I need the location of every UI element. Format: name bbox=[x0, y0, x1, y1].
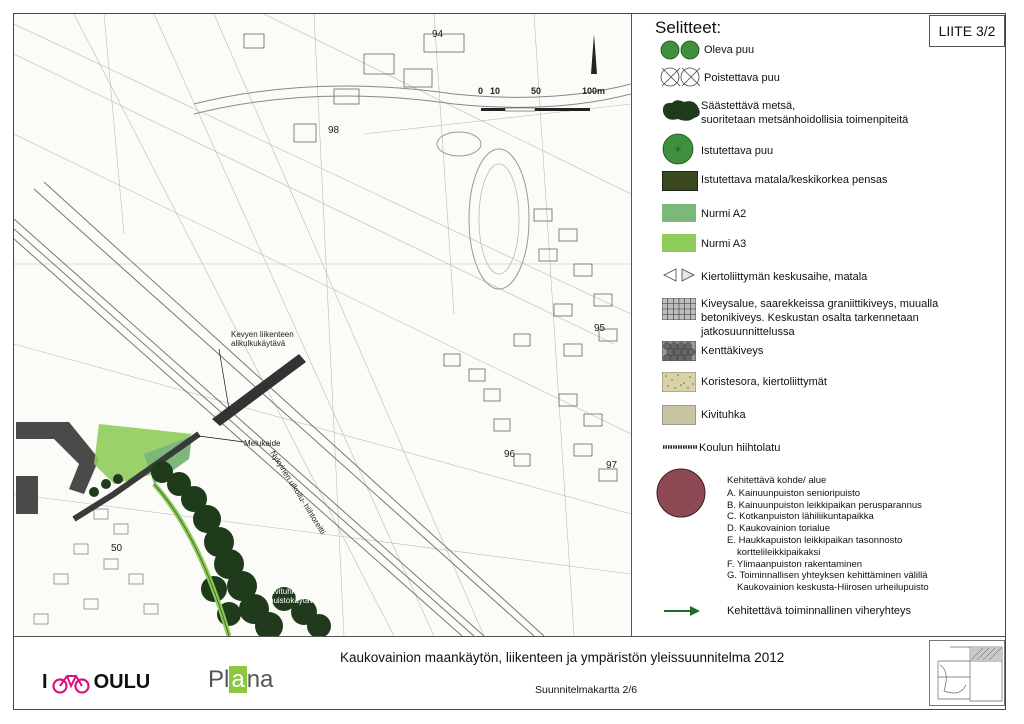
legend-shrub: Istutettava matala/keskikorkea pensas bbox=[701, 174, 888, 186]
legend-planted-tree: Istutettava puu bbox=[701, 145, 774, 157]
plaana-logo-a: a bbox=[231, 666, 245, 693]
scale-label-100m: 100m bbox=[582, 86, 606, 96]
legend-title: Selitteet: bbox=[655, 18, 722, 37]
scale-label-50: 50 bbox=[531, 86, 542, 96]
development-area-icon bbox=[655, 467, 707, 519]
appendix-label: LIITE 3/2 bbox=[929, 15, 1005, 47]
legend-roundabout-motif: Kiertoliittymän keskusaihe, matala bbox=[701, 271, 868, 283]
removed-tree-icon bbox=[660, 66, 702, 88]
development-item-e-cont: korttelileikkipaikaksi bbox=[737, 546, 821, 558]
development-item-b: B. Kainuunpuiston leikkipaikan perusparannus bbox=[727, 499, 922, 511]
development-item-c: C. Kotkanpuiston lähiliikuntapaikka bbox=[727, 511, 874, 523]
legend-green-connection: Kehitettävä toiminnallinen viheryhteys bbox=[727, 605, 912, 617]
legend-nurmi-a3: Nurmi A3 bbox=[701, 238, 747, 250]
legend-stone-dust: Kivituhka bbox=[701, 409, 746, 421]
stone-dust-swatch bbox=[662, 405, 696, 425]
existing-tree-icon bbox=[660, 40, 702, 60]
oulu-logo-text: OULU bbox=[93, 671, 151, 693]
block-97: 97 bbox=[606, 460, 618, 471]
plaana-logo-na: na bbox=[246, 666, 274, 693]
oulu-logo bbox=[42, 671, 150, 694]
plaana-logo bbox=[208, 666, 273, 694]
plan-title: Kaukovainion maankäytön, liikenteen ja ympäristön yleissuunnitelma 2012 bbox=[340, 650, 785, 665]
legend-existing-tree: Oleva puu bbox=[704, 44, 755, 56]
legend-decorative-gravel: Koristesora, kiertoliittymät bbox=[701, 376, 827, 388]
development-item-d: D. Kaukovainion torialue bbox=[727, 523, 830, 535]
legend-preserved-forest-line2: suoritetaan metsänhoidollisia toimenpiteitä bbox=[701, 114, 909, 126]
decorative-gravel-swatch bbox=[662, 372, 696, 392]
scale-label-0: 0 bbox=[478, 86, 484, 96]
nurmi-a2-swatch bbox=[662, 204, 696, 222]
label-underpass bbox=[231, 330, 294, 348]
label-path-line2: kivituhkapintainen bbox=[269, 587, 333, 596]
legend-ski-track: Koulun hiihtolatu bbox=[699, 442, 781, 454]
key-map bbox=[929, 640, 1005, 706]
field-stone-swatch bbox=[662, 341, 696, 361]
nurmi-a3-swatch bbox=[662, 234, 696, 252]
development-item-f: F. Ylimaanpuiston rakentaminen bbox=[727, 558, 863, 570]
label-underpass-line1: Kevyen liikenteen bbox=[231, 330, 294, 339]
legend-preserved-forest-line1: Säästettävä metsä, bbox=[701, 100, 796, 112]
map-drawing bbox=[14, 14, 631, 636]
plan-map[interactable] bbox=[14, 14, 632, 637]
block-50: 50 bbox=[111, 543, 123, 554]
development-item-a: A. Kainuunpuiston senioripuisto bbox=[727, 487, 861, 499]
development-item-e: E. Haukkapuiston leikkipaikan tasonnosto bbox=[727, 534, 903, 546]
key-map-drawing bbox=[930, 641, 1004, 705]
legend-nurmi-a2: Nurmi A2 bbox=[701, 208, 747, 220]
label-noise-wall: Melukaide bbox=[244, 439, 281, 448]
bicycle-heart-icon bbox=[52, 672, 90, 694]
planted-tree-icon bbox=[662, 133, 694, 165]
label-ski-track: Nykyinen ulkoilu- hiihtoreitti bbox=[268, 449, 328, 536]
green-connection-arrow-icon bbox=[662, 605, 702, 617]
development-item-g-cont: Kaukovainion keskusta-Hiirosen urheilupuisto bbox=[737, 582, 929, 594]
block-94: 94 bbox=[432, 29, 444, 40]
legend-paving bbox=[701, 297, 938, 339]
label-path-line3: puistokäytävä bbox=[269, 596, 318, 605]
development-item-g: G. Toiminnallisen yhteyksen kehittäminen välillä bbox=[727, 570, 928, 582]
label-park-path bbox=[269, 578, 333, 605]
plan-subtitle: Suunnitelmakartta 2/6 bbox=[535, 684, 638, 696]
footer-divider bbox=[14, 636, 1005, 637]
block-98: 98 bbox=[328, 125, 340, 136]
roundabout-motif-icon bbox=[662, 266, 696, 284]
legend-paving-line2: betonikiveys. Keskustan osalta tarkennetaan bbox=[701, 312, 919, 324]
plaana-logo-pl: Pl bbox=[208, 666, 230, 693]
legend-field-stone: Kenttäkiveys bbox=[701, 345, 764, 357]
preserved-forest-icon bbox=[660, 98, 702, 122]
development-title: Kehitettävä kohde/ alue bbox=[727, 475, 827, 486]
oulu-logo-i: I bbox=[42, 671, 48, 693]
ski-track-line bbox=[662, 443, 698, 451]
legend-removed-tree: Poistettava puu bbox=[704, 72, 780, 84]
block-96: 96 bbox=[504, 449, 516, 460]
shrub-swatch bbox=[662, 171, 698, 191]
legend-preserved-forest bbox=[701, 99, 908, 127]
block-95: 95 bbox=[594, 323, 606, 334]
legend-paving-line1: Kiveysalue, saarekkeissa graniittikiveys, muualla bbox=[701, 298, 939, 310]
development-list bbox=[727, 475, 929, 594]
label-underpass-line2: alikulkukäytävä bbox=[231, 339, 286, 348]
paving-swatch bbox=[662, 298, 696, 320]
scale-label-10: 10 bbox=[490, 86, 501, 96]
legend-paving-line3: jatkosuunnittelussa bbox=[701, 326, 795, 338]
label-path-line1: Valaisematon bbox=[269, 578, 317, 587]
